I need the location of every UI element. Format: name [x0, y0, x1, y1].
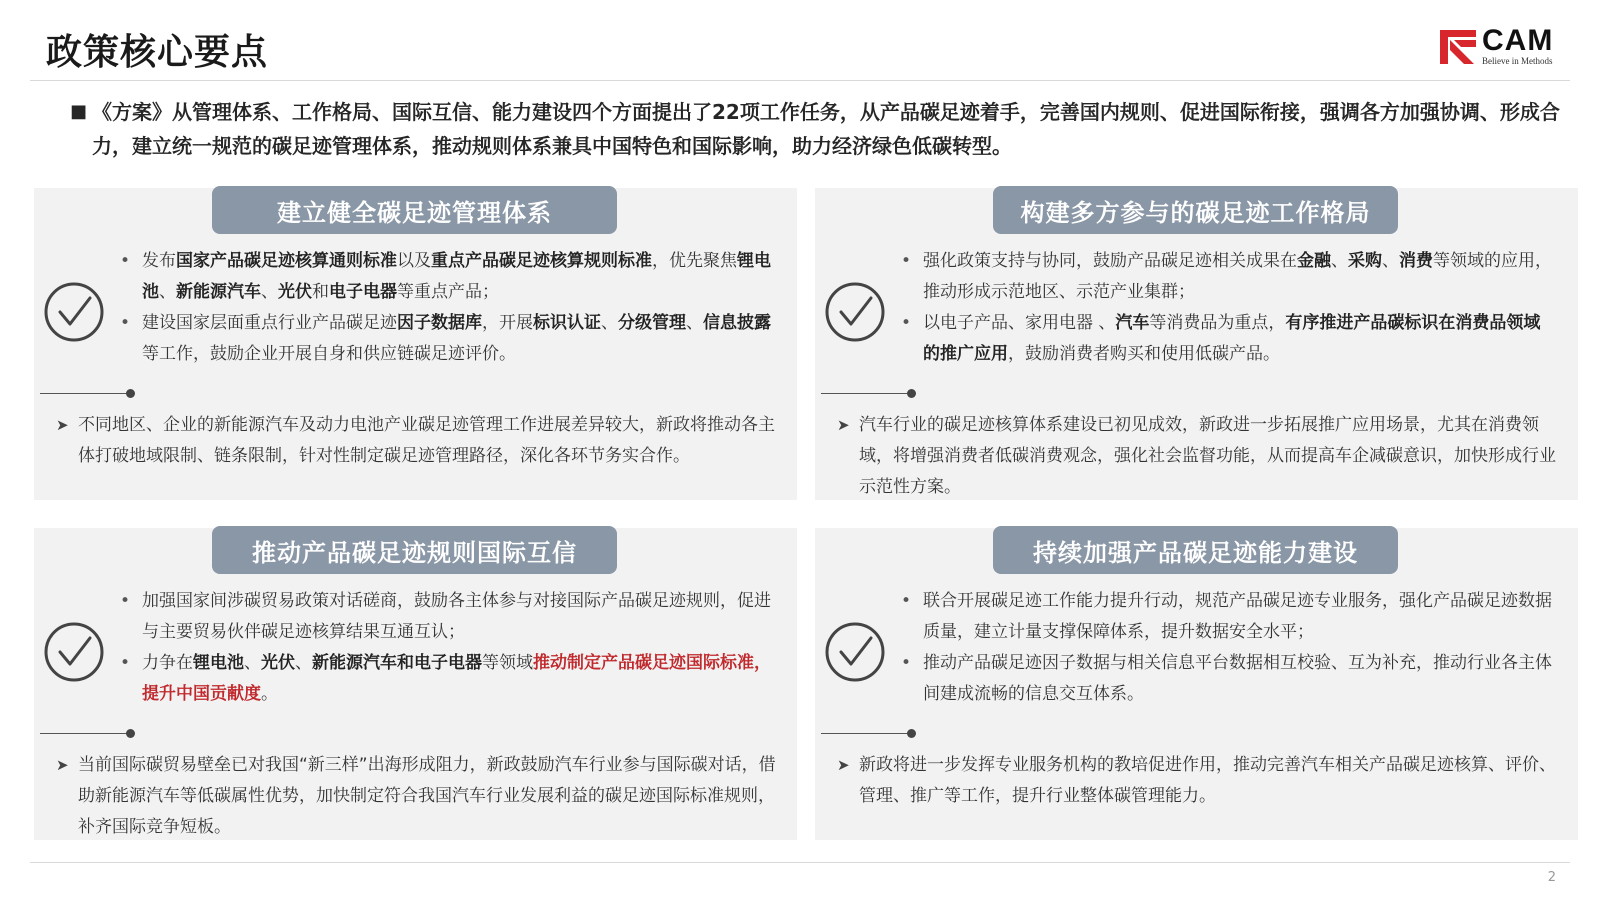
note-text: 汽车行业的碳足迹核算体系建设已初见成效，新政进一步拓展推广应用场景，尤其在消费领域，将增强消费者低碳消费观念，强化社会监督功能，从而提高车企减碳意识，加快形成行业示范性方案。 — [859, 415, 1556, 497]
bullet-item — [897, 246, 1552, 308]
panel-title: 持续加强产品碳足迹能力建设 — [993, 526, 1398, 574]
text-segment: 、 — [261, 282, 278, 302]
panel-title: 建立健全碳足迹管理体系 — [212, 186, 617, 234]
panel-title: 构建多方参与的碳足迹工作格局 — [993, 186, 1398, 234]
text-segment: 加强国家间涉碳贸易政策对话磋商，鼓励各主体参与对接国际产品碳足迹规则，促进与主要贸易伙伴碳足迹核算结果互通互认； — [142, 591, 771, 642]
arrow-right-icon: ➤ — [56, 756, 69, 774]
text-segment: 推动产品碳足迹因子数据与相关信息平台数据相互校验、互为补充，推动行业各主体间建成流畅的信息交互体系。 — [923, 653, 1552, 704]
bold-text: 汽车 — [1115, 313, 1150, 333]
bold-text: 因子数据库 — [397, 313, 482, 333]
panel-international-trust — [34, 528, 797, 840]
text-segment: 、 — [1382, 251, 1399, 271]
bullet-list — [116, 586, 771, 710]
text-segment: 联合开展碳足迹工作能力提升行动，规范产品碳足迹专业服务，强化产品碳足迹数据质量，建立计量支撑保障体系，提升数据安全水平； — [923, 591, 1552, 642]
text-segment: 和 — [312, 282, 329, 302]
logo-text: CAM — [1482, 24, 1554, 57]
text-segment: 、 — [1331, 251, 1348, 271]
text-segment: 《方案》从管理体系、工作格局、国际互信、能力建设四个方面提出了22项工作任务，从产品碳足迹着手，完善国内规则、促进国际衔接，强调各方加强协调、形成合力，建立统一规范的碳足迹管理体系，推动规则体系兼具中国特色和国际影响，助力经济绿色低碳转型。 — [92, 100, 1560, 158]
text-segment: 建设国家层面重点行业产品碳足迹 — [142, 313, 397, 333]
text-segment: 等领域 — [482, 653, 533, 673]
note-text: 当前国际碳贸易壁垒已对我国“新三样”出海形成阻力，新政鼓励汽车行业参与国际碳对话，借助新能源汽车等低碳属性优势，加快制定符合我国汽车行业发展利益的碳足迹国际标准规则，补齐国际竞争短板。 — [78, 755, 776, 837]
text-segment: 强化政策支持与协同，鼓励产品碳足迹相关成果在 — [923, 251, 1297, 271]
bold-text: 光伏 — [278, 282, 312, 302]
bold-text: 锂电池 — [142, 251, 771, 302]
bold-text: 分级管理 — [618, 313, 686, 333]
divider-dot — [126, 729, 135, 738]
divider-line — [40, 733, 132, 734]
text-segment: 、 — [159, 282, 176, 302]
text-segment: 、 — [295, 653, 312, 673]
bold-text: 金融 — [1297, 251, 1331, 271]
check-circle-icon — [823, 280, 887, 344]
highlight-text: 推动制定产品碳足迹国际标准，提升中国贡献度 — [142, 653, 771, 704]
text-segment: ，鼓励消费者购买和使用低碳产品。 — [1008, 344, 1280, 364]
intro-bullet-icon: ■ — [70, 101, 88, 122]
bold-text: 重点产品碳足迹核算规则标准 — [431, 251, 652, 271]
arrow-right-icon: ➤ — [837, 756, 850, 774]
divider-line — [821, 733, 913, 734]
check-circle-icon — [42, 620, 106, 684]
top-divider — [30, 80, 1570, 81]
text-segment: 、 — [601, 313, 618, 333]
text-segment: 等重点产品； — [397, 282, 499, 302]
text-segment: 力争在 — [142, 653, 193, 673]
page-number: 2 — [1547, 870, 1556, 885]
bullet-item — [116, 308, 771, 370]
bullet-item — [897, 586, 1552, 648]
bold-text: 标识认证 — [533, 313, 601, 333]
panel-title: 推动产品碳足迹规则国际互信 — [212, 526, 617, 574]
divider-line — [821, 393, 913, 394]
bullet-item — [116, 246, 771, 308]
text-segment: 等领域的应用，推动形成示范地区、示范产业集群； — [923, 251, 1552, 302]
logo-subtitle: Believe in Methods — [1482, 56, 1553, 66]
text-segment: 、 — [244, 653, 261, 673]
note-text: 不同地区、企业的新能源汽车及动力电池产业碳足迹管理工作进展差异较大，新政将推动各主体打破地域限制、链条限制，针对性制定碳足迹管理路径，深化各环节务实合作。 — [78, 415, 775, 466]
arrow-right-icon: ➤ — [837, 416, 850, 434]
cam-logo — [1440, 24, 1580, 68]
panel-note — [56, 750, 776, 843]
bold-text: 电子电器 — [329, 282, 397, 302]
text-segment: 等工作，鼓励企业开展自身和供应链碳足迹评价。 — [142, 344, 516, 364]
bold-text: 采购 — [1348, 251, 1382, 271]
panel-note — [837, 750, 1557, 812]
bold-text: 新能源汽车 — [176, 282, 261, 302]
bold-text: 有序推进产品碳标识在消费品领域的推广应用 — [923, 313, 1541, 364]
check-circle-icon — [823, 620, 887, 684]
text-segment: 发布 — [142, 251, 176, 271]
cam-logo-icon — [1440, 30, 1476, 64]
bold-text: 消费 — [1399, 251, 1433, 271]
intro-summary — [70, 95, 1580, 163]
text-segment: ，优先聚焦 — [652, 251, 737, 271]
bold-text: 新能源汽车和电子电器 — [312, 653, 482, 673]
note-text: 新政将进一步发挥专业服务机构的教培促进作用，推动完善汽车相关产品碳足迹核算、评价、管理、推广等工作，提升行业整体碳管理能力。 — [859, 755, 1556, 806]
divider-dot — [907, 389, 916, 398]
bullet-list — [897, 586, 1552, 710]
panel-work-pattern — [815, 188, 1578, 500]
bullet-list — [897, 246, 1552, 370]
bold-text: 信息披露 — [703, 313, 771, 333]
panel-capacity-building — [815, 528, 1578, 840]
page-title: 政策核心要点 — [46, 32, 269, 73]
panel-management-system — [34, 188, 797, 500]
bottom-divider — [30, 862, 1570, 863]
bullet-item — [897, 648, 1552, 710]
panel-note — [56, 410, 776, 472]
intro-text — [70, 95, 1580, 163]
text-segment: 等消费品为重点， — [1149, 313, 1286, 333]
bullet-item — [116, 648, 771, 710]
bullet-item — [116, 586, 771, 648]
text-segment: ，开展 — [482, 313, 533, 333]
bullet-list — [116, 246, 771, 370]
divider-dot — [126, 389, 135, 398]
text-segment: 、 — [686, 313, 703, 333]
divider-line — [40, 393, 132, 394]
text-segment: 以电子产品、家用电器 、 — [923, 313, 1116, 333]
check-circle-icon — [42, 280, 106, 344]
divider-dot — [907, 729, 916, 738]
panel-note — [837, 410, 1557, 503]
bold-text: 国家产品碳足迹核算通则标准 — [176, 251, 397, 271]
arrow-right-icon: ➤ — [56, 416, 69, 434]
bullet-item — [897, 308, 1552, 370]
text-segment: 。 — [261, 684, 278, 704]
bold-text: 锂电池 — [193, 653, 244, 673]
text-segment: 以及 — [397, 251, 431, 271]
bold-text: 光伏 — [261, 653, 295, 673]
